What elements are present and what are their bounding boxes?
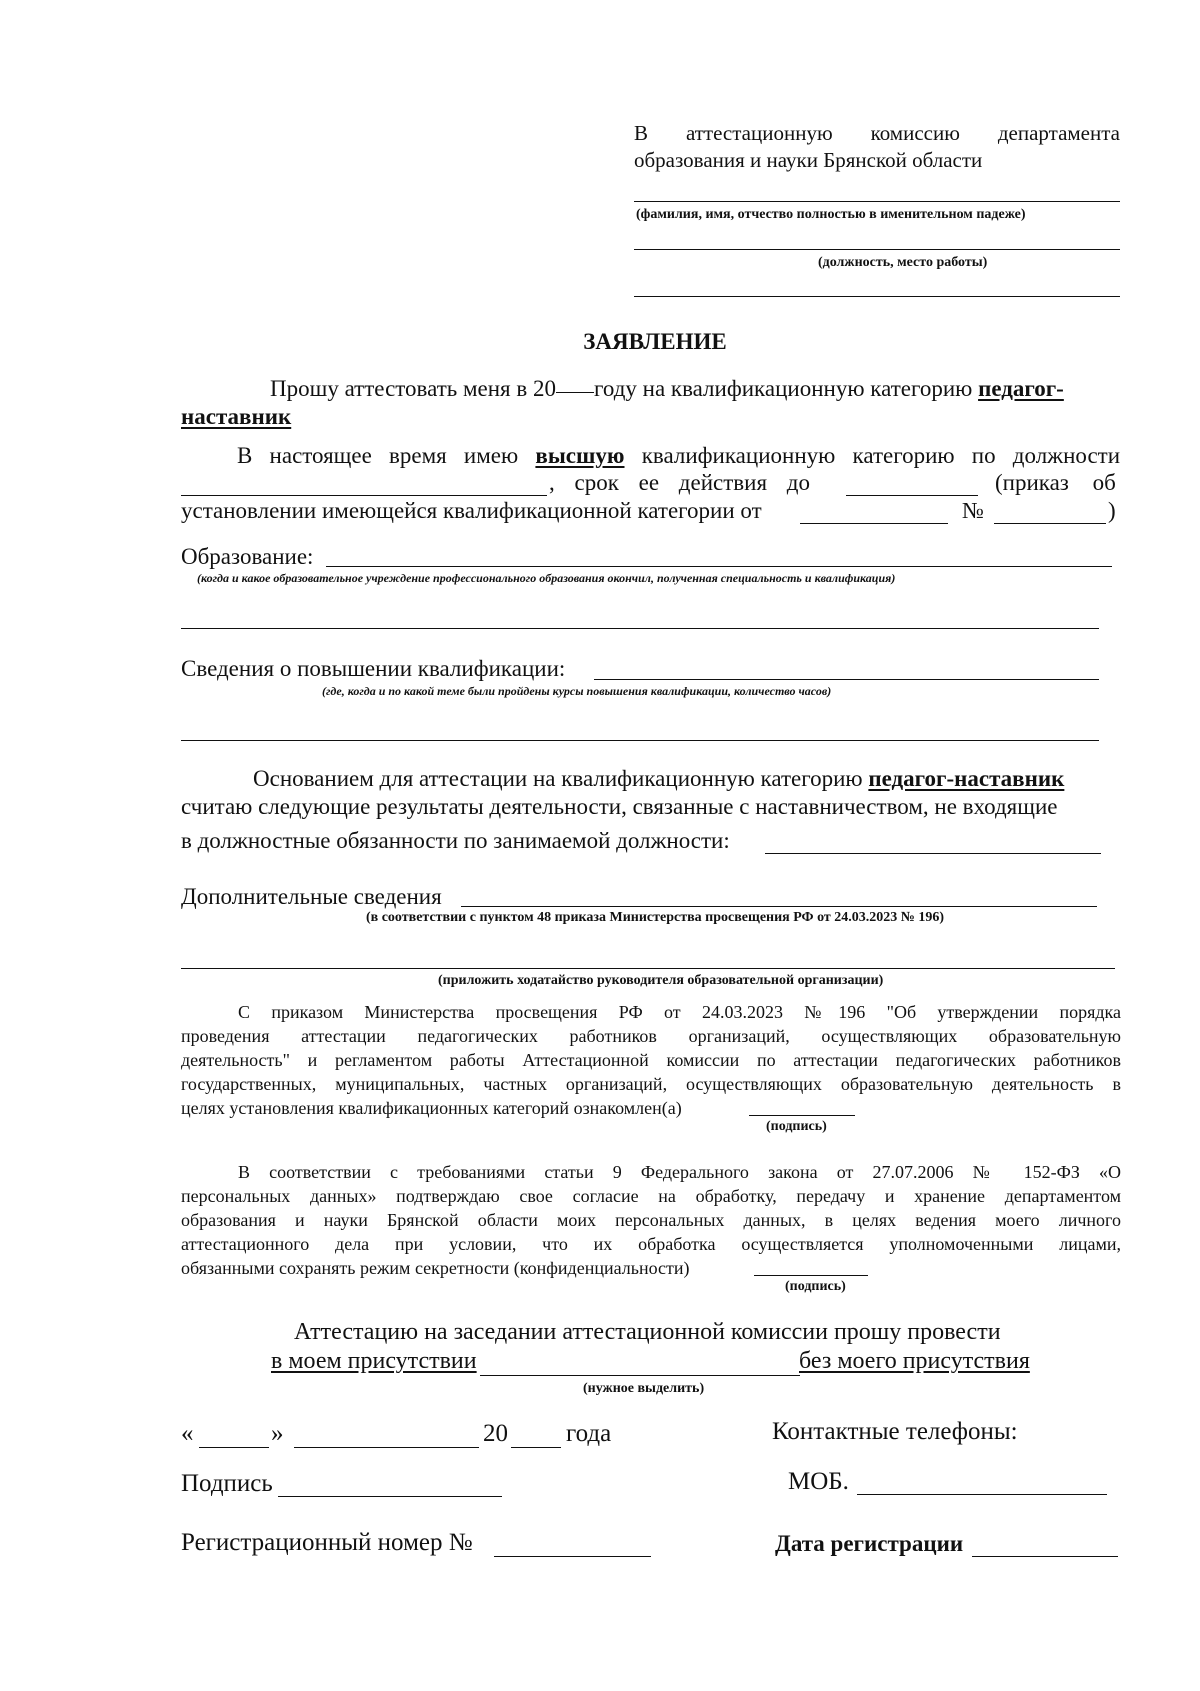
- order-ack-line-1: С приказом Министерства просвещения РФ от 24.03.2023 №196 "Об утверждении порядка: [238, 1002, 1121, 1022]
- request-category-b: наставник: [181, 404, 292, 429]
- current-text-c: , срок ее действия до: [549, 470, 810, 495]
- education-label: Образование:: [181, 544, 314, 569]
- reg-number-field[interactable]: [494, 1556, 651, 1557]
- basis-line-1: [253, 765, 1064, 793]
- current-close: ): [1108, 498, 1116, 523]
- education-hint: (когда и какое образовательное учреждение профессионального образования окончил, полученная специальность и квалификация): [197, 571, 896, 585]
- addressee-line-1: В аттестационную комиссию департамента: [634, 121, 1120, 145]
- date-open-quote: «: [181, 1420, 194, 1447]
- addressee-line-2: образования и науки Брянской области: [634, 148, 983, 172]
- qualification-hint: (где, когда и по какой теме были пройдены курсы повышения квалификации, количество часов): [322, 684, 832, 698]
- attendance-option-with[interactable]: в моем присутствии: [271, 1348, 477, 1374]
- date-year-field[interactable]: [511, 1447, 561, 1448]
- position-field[interactable]: [634, 249, 1120, 250]
- additional-label: Дополнительные сведения: [181, 884, 442, 909]
- current-line-1: [237, 442, 1120, 470]
- position-hint: (должность, место работы): [818, 255, 988, 270]
- consent-paragraph: [181, 1160, 1121, 1280]
- additional-field-2[interactable]: [181, 968, 1115, 969]
- basis-category: педагог-наставник: [868, 766, 1065, 791]
- current-text-a: В настоящее время имею: [237, 443, 519, 468]
- date-month-field[interactable]: [294, 1447, 479, 1448]
- document-title: ЗАЯВЛЕНИЕ: [583, 329, 727, 354]
- reg-date-field[interactable]: [972, 1556, 1118, 1557]
- signature-field[interactable]: [278, 1496, 502, 1497]
- reg-number-label: Регистрационный номер №: [181, 1529, 473, 1556]
- consent-line-4: аттестационного дела при условии, что их обработка осуществляется уполномоченными лицами,: [181, 1234, 1121, 1254]
- order-ack-signature-field[interactable]: [749, 1115, 855, 1116]
- basis-field[interactable]: [765, 853, 1101, 854]
- order-ack-line-4: государственных, муниципальных, частных организаций, осуществляющих образовательную деятельность в: [181, 1074, 1121, 1094]
- current-text-d: (приказ об: [995, 470, 1116, 495]
- current-text-e: установлении имеющейся квалификационной категории от: [181, 498, 762, 523]
- order-date-field[interactable]: [800, 523, 948, 524]
- phones-label: Контактные телефоны:: [772, 1418, 1018, 1445]
- attendance-separator-line: [480, 1375, 800, 1376]
- date-close-quote: »: [271, 1420, 284, 1447]
- request-text-a: Прошу аттестовать меня в 20: [270, 376, 556, 401]
- additional-hint: (в соответствии с пунктом 48 приказа Министерства просвещения РФ от 24.03.2023 № 196): [366, 910, 945, 925]
- qualification-field[interactable]: [594, 679, 1099, 680]
- additional-hint-2: (приложить ходатайство руководителя образовательной организации): [438, 973, 884, 988]
- current-text-b: квалификационную категорию по должности: [641, 443, 1121, 468]
- mobile-field[interactable]: [857, 1494, 1107, 1495]
- date-day-field[interactable]: [199, 1447, 269, 1448]
- date-year-prefix: 20: [483, 1420, 508, 1447]
- order-ack-sign-hint: (подпись): [766, 1119, 827, 1134]
- consent-line-2: персональных данных» подтверждаю свое согласие на обработку, передачу и хранение департаментом: [181, 1186, 1121, 1206]
- attendance-hint: (нужное выделить): [583, 1381, 705, 1396]
- name-field[interactable]: [634, 201, 1120, 202]
- mobile-label: МОБ.: [788, 1468, 849, 1495]
- position-field-2[interactable]: [634, 296, 1120, 297]
- consent-line-1: В соответствии с требованиями статьи 9 Федерального закона от 27.07.2006 № 152-ФЗ «О: [238, 1162, 1121, 1182]
- request-line-1: [270, 375, 1064, 403]
- consent-line-3: образования и науки Брянской области моих персональных данных, в целях ведения моего личного: [181, 1210, 1121, 1230]
- education-field-2[interactable]: [181, 628, 1099, 629]
- position-name-field[interactable]: [181, 495, 547, 496]
- basis-line-3: в должностные обязанности по занимаемой должности:: [181, 828, 730, 853]
- attendance-line-1: Аттестацию на заседании аттестационной комиссии прошу провести: [294, 1319, 1001, 1345]
- qualification-label: Сведения о повышении квалификации:: [181, 656, 566, 681]
- attendance-option-without[interactable]: без моего присутствия: [799, 1348, 1030, 1374]
- request-category-a: педагог-: [978, 376, 1064, 401]
- consent-signature-field[interactable]: [754, 1275, 868, 1276]
- consent-line-5: обязанными сохранять режим секретности (конфиденциальности): [181, 1258, 690, 1278]
- order-ack-paragraph: [181, 1000, 1121, 1120]
- validity-date-field[interactable]: [846, 495, 978, 496]
- order-number-field[interactable]: [994, 523, 1106, 524]
- date-year-suffix: года: [566, 1420, 612, 1447]
- basis-line-2: считаю следующие результаты деятельности, связанные с наставничеством, не входящие: [181, 794, 1058, 819]
- basis-text-a: Основанием для аттестации на квалификационную категорию: [253, 766, 863, 791]
- order-ack-line-2: проведения аттестации педагогических работников организаций, осуществляющих образовательную: [181, 1026, 1121, 1046]
- consent-sign-hint: (подпись): [785, 1279, 846, 1294]
- education-field[interactable]: [326, 566, 1112, 567]
- order-ack-line-5: целях установления квалификационных категорий ознакомлен(а): [181, 1098, 682, 1118]
- signature-label: Подпись: [181, 1470, 273, 1497]
- name-hint: (фамилия, имя, отчество полностью в именительном падеже): [636, 207, 1026, 222]
- additional-field[interactable]: [461, 906, 1097, 907]
- reg-date-label: Дата регистрации: [775, 1531, 964, 1556]
- qualification-field-2[interactable]: [181, 740, 1099, 741]
- order-ack-line-3: деятельность" и регламентом работы Аттестационной комиссии по аттестации педагогических работников: [181, 1050, 1121, 1070]
- current-no: №: [962, 498, 984, 523]
- year-field[interactable]: [556, 392, 594, 393]
- request-text-b: году на квалификационную категорию: [594, 376, 973, 401]
- current-category: высшую: [535, 443, 625, 468]
